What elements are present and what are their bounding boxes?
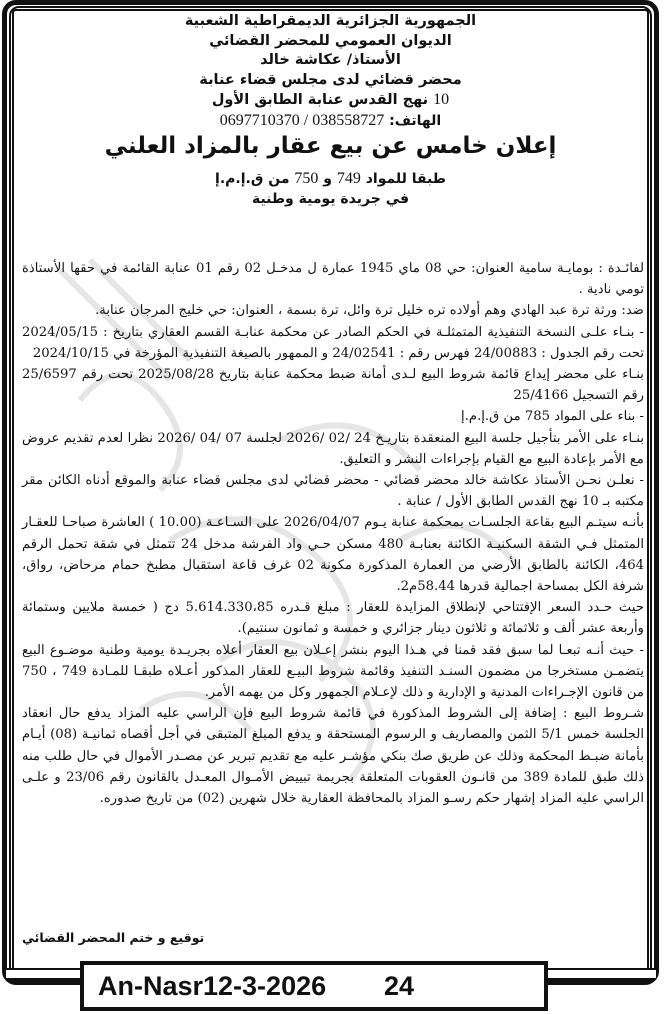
article-b: 750	[294, 170, 319, 187]
paragraph-against: ضد: ورثة ترة عبد الهادي وهم أولاده تره خليل ترة وائل، ترة بسمة ، العنوان: حي خليج المرجان عنابة.	[95, 303, 644, 319]
announcement-body	[22, 258, 644, 809]
signature-line	[22, 930, 644, 945]
phone-numbers: 0697710370 / 038558727	[219, 111, 385, 129]
paragraph-beneficiary: لفائـدة : بومايـة سامية العنوان: حي 08 ماي 1945 عمارة ل مدخـل 02 رقم 01 عنابة القائمة في حقها الأستاذة تومي نادية .	[22, 261, 644, 298]
address-number: 10	[433, 91, 450, 108]
header-bailiff-name: الأستاذ/ عكاشة خالد	[260, 52, 401, 68]
paragraph-publication: - حيث أنـه تبعـا لما سبق فقد قمنا في هـذا اليوم بنشر إعـلان بيع العقار أعلاه بجريـدة يومية وطنية موضـوع البيع يتضمـن مستخرجا من مضمون السنـد التنفيذ وقائمة شروط البيـع للعقار المذكور أعـلاه طبقـا للمـادة 749 ، 750 من قانون الإجـراءات المدنية و الإدارية و ذلك لإعـلام الجمهور وكل من يهمه الأمر.	[22, 642, 645, 701]
footer-band	[80, 961, 548, 1011]
header-republic: الجمهورية الجزائرية الديمقراطية الشعبية	[184, 13, 477, 29]
header-office: الديوان العمومي للمحضر القضائي	[209, 32, 452, 49]
articles-prefix: طبقا للمواد	[365, 171, 446, 187]
signature-text: توقيع و ختم المحضر القضائي	[22, 930, 205, 945]
articles-suffix: من ق.إ.م.إ	[215, 171, 290, 187]
paragraph-judgment: - بنـاء علـى النسخة التنفيذية المتمثلـة في الحكم الصادر عن محكمة عنابـة القسم العقاري بتاريخ : 2024/05/15 تحت رقم الجدول : 24/00883 فهرس رقم : 24/02541 و الممهور بالصيغة التنفيذية المؤرخة في 2024/10/15	[22, 324, 644, 361]
articles-conjunction: و	[323, 171, 332, 187]
publication-date: An-Nasr12-3-2026	[98, 971, 327, 1001]
paragraph-postponement: بنـاء على الأمر بتأجيل جلسة البيع المنعقدة بتاريـخ 24 /02 /2026 لجلسة 07 /04 /2026 نظرا لعدم تقديم عروض مع الأمر بإعادة البيع مع القيام بإجراءات النشر و التعليق.	[22, 430, 644, 467]
article-a: 749	[336, 170, 361, 187]
paragraph-property: بأنـه سيتـم البيع بقاعة الجلسـات بمحكمة عنابة يـوم 2026/04/07 على السـاعـة (10.00 ) العاشرة صباحـا للعقـار المتمثل فـي الشقة السكنيـة الكائنة بعنابـة 480 مسكن حـي واد الفرشة مدخل 24 تتمثل في شقة تحمل الرقم 464، الكائنة بالطابق الأرضي من العمارة المذكورة مكونة 02 غرف قاعة استقبال مطبخ حمام مرحاض، رواق، شرفة الكل بمساحة اجمالية قدرها 58.44م2.	[22, 515, 644, 595]
legal-basis	[14, 169, 647, 189]
paragraph-deposit: بنـاء على محضر إيداع قائمة شروط البيع لـدى أمانة ضبط محكمة عنابة بتاريخ 2025/08/28 تحت رقم 25/6597 رقم التسجيل 25/4166	[22, 367, 644, 404]
paragraph-sale-conditions: شـروط البيع : إضافة إلى الشروط المذكورة في قائمة شروط البيع فإن الراسي عليه المزاد يدفع حال انعقاد الجلسة خمس 5/1 الثمن والمصاريف و الرسوم المستحقة و يدفع المبلغ المتبقى في أجل أقصاه ثمانيـة (08) أيـام بأمانة ضبـط المحكمة وذلك عن طريق صك بنكي مؤشـر عليه مع تقديم تبرير عن مصـدر الأموال في حال طلب منه ذلك طبق للمادة 389 من قانـون العقوبات المتعلقة بجريمة تبييض الأمـوال المعـدل بالقانون رقم 23/06 و علـى الراسي عليه المزاد إشهار حكم رسـو المزاد بالمحافظة العقارية خلال شهرين (02) من تاريخ صدوره.	[22, 706, 644, 807]
phone-label: الهاتف:	[389, 112, 442, 129]
announcement-title: إعلان خامس عن بيع عقار بالمزاد العلني	[104, 133, 557, 159]
paragraph-articles: - بناء على المواد 785 من ق.إ.م.إ	[461, 409, 644, 425]
paragraph-announcement: - نعلـن نحـن الأستاذ عكاشة خالد محضر قضائي - محضر قضائي لدى مجلس قضاء عنابة والموقع أدناه الكائن مقر مكتبه بـ 10 نهج القدس الطابق الأول / عنابة .	[22, 473, 644, 510]
address-text: نهج القدس عنابة الطابق الأول	[211, 92, 429, 108]
page-number: 24	[384, 971, 415, 1001]
header-court: محضر قضائي لدى مجلس قضاء عنابة	[199, 71, 462, 88]
header-address	[14, 90, 647, 111]
header-phone	[14, 111, 647, 132]
paragraph-price: حيث حـدد السعر الإفتتاحي لإنطلاق المزايدة للعقار : مبلغ قـدره 5.614.330،85 دج ( خمسة ملايين وستمائة وأربعة عشر ألف و ثلاثمائة و ثلاثون دينار جزائري و خمسة و ثمانون سنتيم).	[22, 600, 644, 637]
document-header	[14, 12, 647, 209]
newspaper-line: في جريدة يومية وطنية	[251, 191, 410, 207]
footer-connector-left	[6, 968, 82, 980]
footer-connector-right	[546, 968, 656, 980]
